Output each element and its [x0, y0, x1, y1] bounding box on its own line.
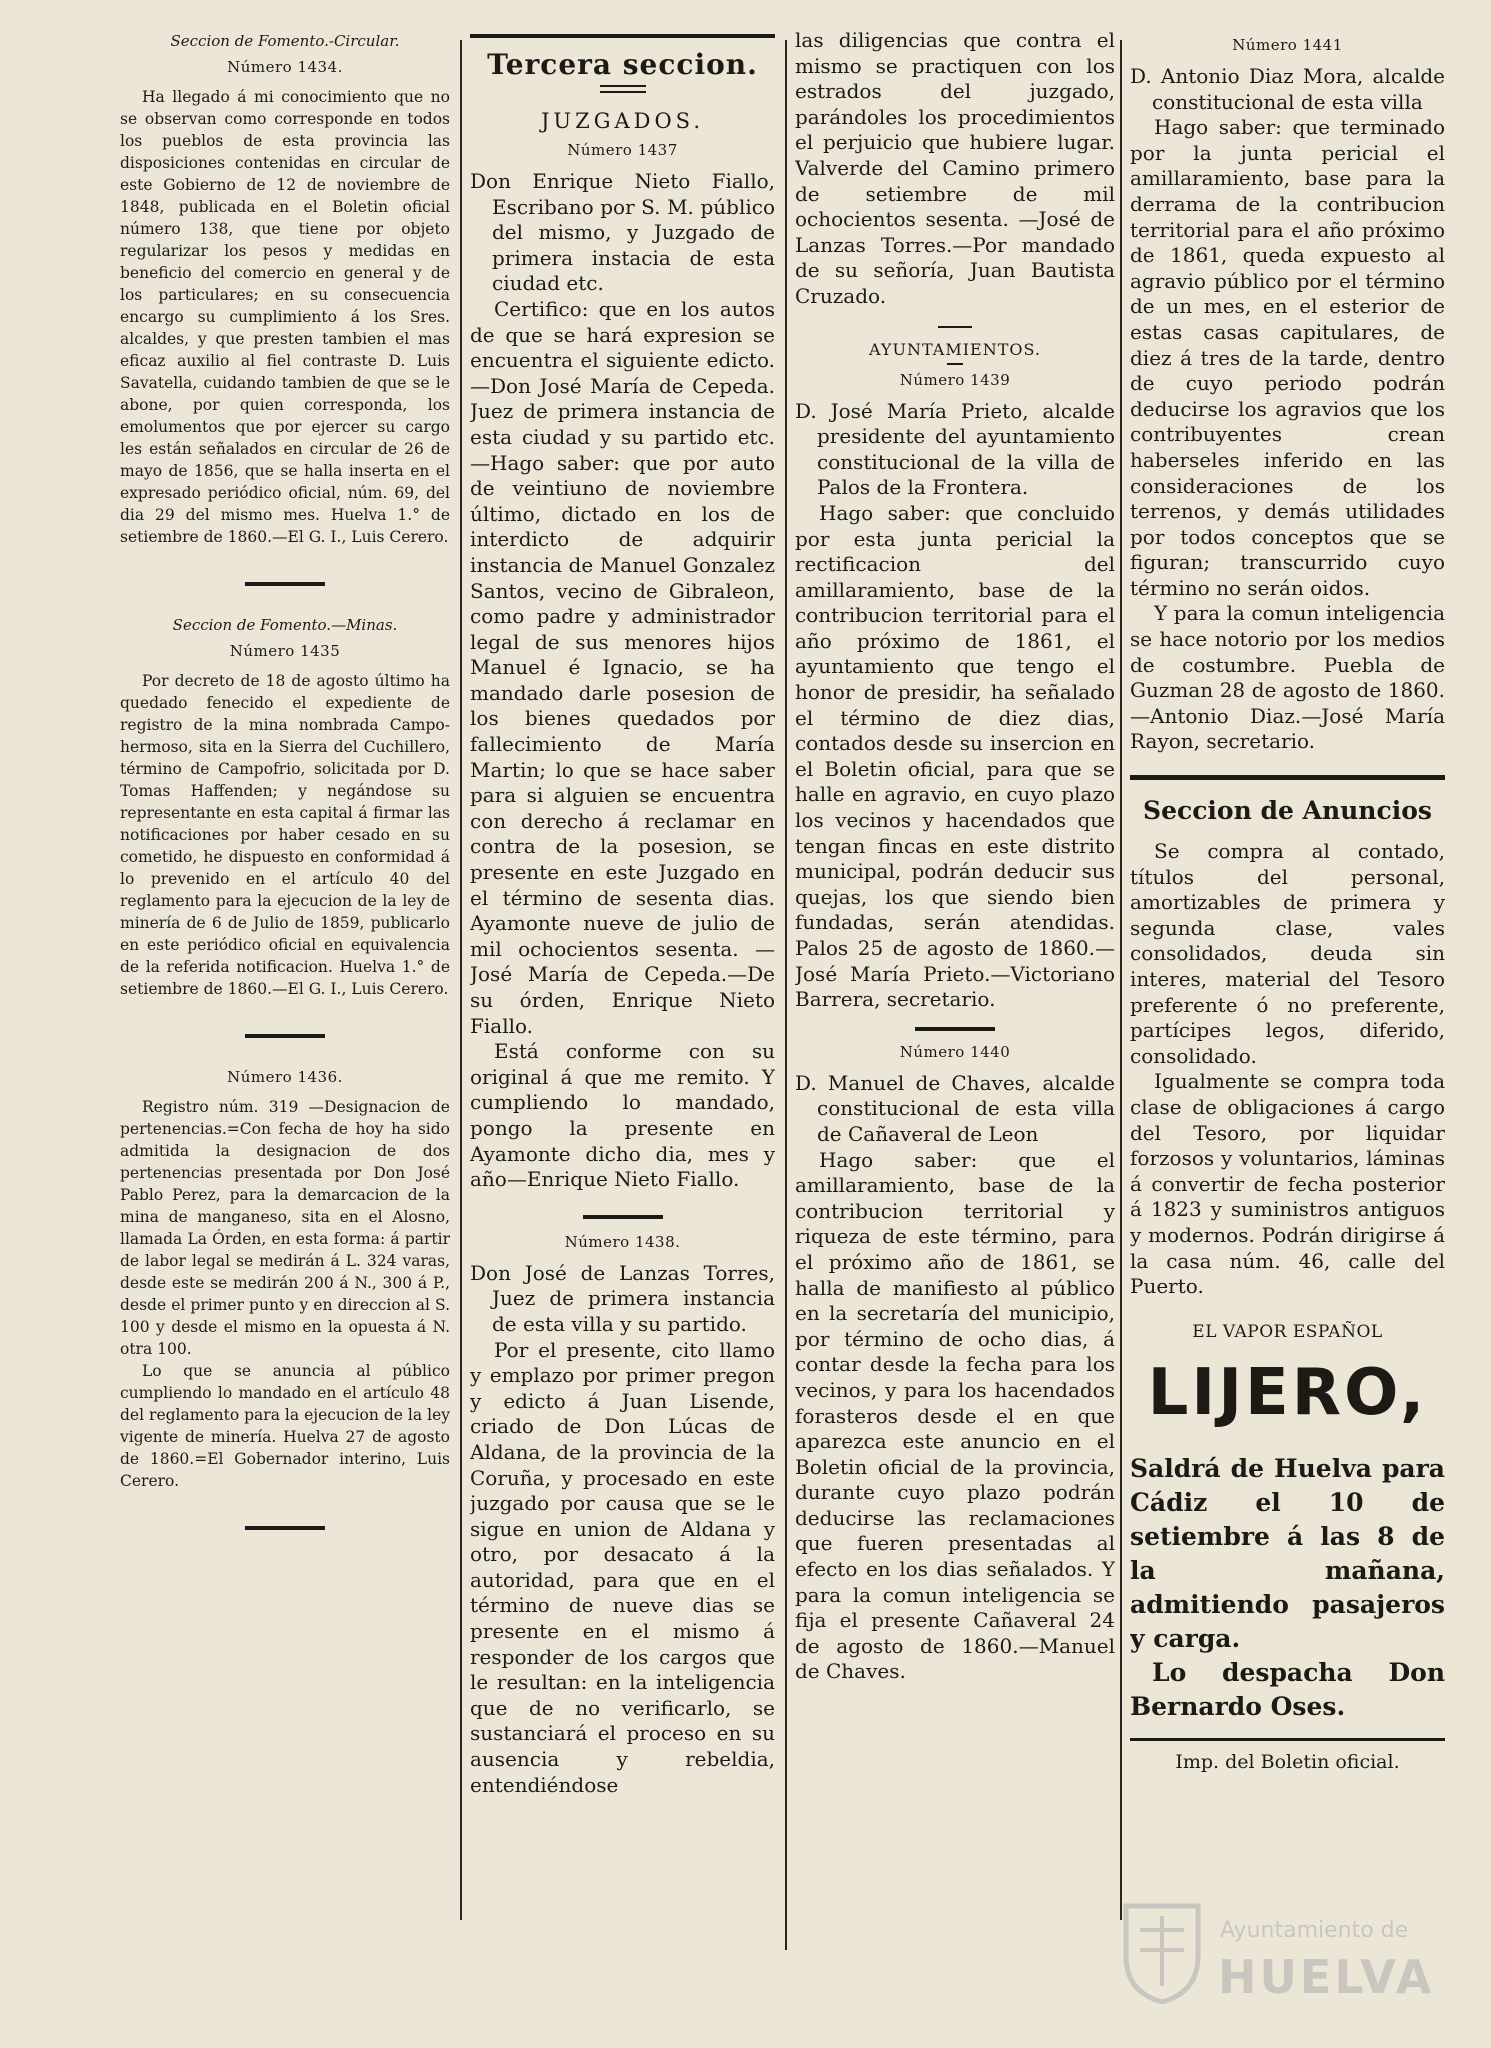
- notice-text: Por decreto de 18 de agosto último ha quedado fenecido el expediente de registro de la mina nombrada Campo-hermoso, sita en la Sierra del Cuchillero, término de Campofrio, solicitada por D. Tomas Haffenden; y negándose su representante en esta capital á firmar las notificaciones por haber cesado en su cometido, he dispuesto en conformidad á lo prevenido en el artículo 40 del reglamento para la ejecucion de la ley de minería de 6 de Julio de 1859, publicarlo en este periódico oficial en equivalencia de la referida notificacion. Huelva 1.° de setiembre de 1860.—El G. I., Luis Cerero.: [120, 672, 450, 998]
- double-rule: [600, 85, 646, 93]
- imprint: Imp. del Boletin oficial.: [1175, 1750, 1400, 1773]
- watermark-text: HUELVA: [1218, 1950, 1435, 2004]
- notice-heading: D. Antonio Diaz Mora, alcalde constitucional de esta villa: [1130, 64, 1445, 114]
- notice-text: Registro núm. 319 —Designacion de pertenencias.=Con fecha de hoy ha sido admitida la designacion de dos pertenencias presentada por Don José Pablo Perez, para la demarcacion de la mina de manganeso, sita en el Alosno, llamada La Órden, en esta forma: á partir de labor legal se medirán á L. 324 varas, desde este se medirán 200 á N., 300 á P., desde el primer punto y en direccion al S. 100 y desde el mismo en la opuesta á N. otra 100.: [120, 1098, 450, 1358]
- divider: [245, 1526, 325, 1530]
- column-1: [120, 28, 450, 2008]
- notice-number: Número 1434.: [227, 58, 343, 76]
- divider: [470, 34, 775, 38]
- section-heading: Seccion de Fomento.—Minas.: [172, 616, 398, 634]
- section-title: Seccion de Anuncios: [1143, 796, 1432, 826]
- ad-text: Se compra al contado, títulos del personal, amortizables de primera y segunda clase, vales consolidados, deuda sin interes, material del Tesoro preferente ó no preferente, partícipes legos, diferido, consolidado.: [1130, 839, 1445, 1068]
- divider: [245, 582, 325, 586]
- notice-text: Está conforme con su original á que me remito. Y cumpliendo lo mandado, pongo la presente en Ayamonte dicho dia, mes y año—Enrique Nieto Fiallo.: [470, 1039, 775, 1192]
- column-divider: [785, 40, 787, 1950]
- column-2: [470, 28, 775, 2008]
- divider: [915, 1027, 995, 1031]
- notice-heading: Don Enrique Nieto Fiallo, Escribano por S. M. público del mismo, y Juzgado de primera instacia de esta ciudad etc.: [470, 169, 775, 296]
- divider: [1130, 1738, 1445, 1741]
- notice-number: Número 1437: [567, 141, 678, 159]
- notice-text: Hago saber: que concluido por esta junta pericial la rectificacion del amillaramiento, base de la contribucion territorial para el año próximo de 1861, el ayuntamiento que tengo el honor de presidir, ha señalado el término de diez dias, contados desde su insercion en el Boletin oficial, para que se halle en agravio, en cuyo plazo los vecinos y hacendados que tengan fincas en este distrito municipal, podrán deducir sus quejas, los que siendo bien fundadas, serán atendidas. Palos 25 de agosto de 1860.—José María Prieto.—Victoriano Barrera, secretario.: [795, 500, 1115, 1012]
- section-heading: Seccion de Fomento.-Circular.: [170, 32, 400, 50]
- watermark-text: Ayuntamiento de: [1220, 1918, 1409, 1943]
- notice-number: Número 1438.: [564, 1232, 681, 1251]
- divider: [947, 363, 963, 365]
- notice-text: Y para la comun inteligencia se hace notorio por los medios de costumbre. Puebla de Guzman 28 de agosto de 1860. —Antonio Diaz.—José María Rayon, secretario.: [1130, 601, 1445, 754]
- ship-name: LIJERO,: [1147, 1355, 1428, 1430]
- notice-text: Hago saber: que el amillaramiento, base de la contribucion territorial y riqueza de este término, para el próximo año de 1861, se halla de manifiesto al público en la secretaría del municipio, por término de ocho dias, á contar desde la fecha para los vecinos, y para los hacendados forasteros desde el en que aparezca este anuncio en el Boletin oficial de la provincia, durante cuyo plazo podrán deducirse las reclamaciones que fueren presentadas al efecto en los dias señalados. Y para la comun inteligencia se fija el presente Cañaveral 24 de agosto de 1860.—Manuel de Chaves.: [795, 1147, 1115, 1684]
- coat-of-arms-icon: [1120, 1900, 1204, 2004]
- notice-text: Lo que se anuncia al público cumpliendo lo mandado en el artículo 48 del reglamento para la ejecucion de la ley vigente de minería. Huelva 27 de agosto de 1860.=El Gobernador interino, Luis Cerero.: [120, 1362, 450, 1490]
- notice-heading: Don José de Lanzas Torres, Juez de primera instancia de esta villa y su partido.: [470, 1260, 775, 1336]
- divider: [938, 326, 972, 328]
- notice-number: Número 1436.: [227, 1068, 343, 1086]
- section-heading: JUZGADOS.: [540, 109, 704, 133]
- ad-text: Lo despacha Don Bernardo Oses.: [1130, 1657, 1445, 1721]
- column-divider: [460, 40, 462, 1920]
- ad-text: Igualmente se compra toda clase de obligaciones á cargo del Tesoro, por liquidar forzosos y voluntarios, láminas á convertir de fecha posterior á 1823 y suministros antiguos y modernos. Podrán dirigirse á la casa núm. 46, calle del Puerto.: [1130, 1069, 1445, 1299]
- notice-number: Número 1441: [1232, 36, 1343, 54]
- watermark: [1120, 1900, 1460, 2010]
- divider: [245, 1034, 325, 1038]
- column-3: [795, 28, 1115, 2008]
- divider: [583, 1215, 663, 1219]
- notice-number: Número 1439: [899, 370, 1011, 389]
- notice-text: Hago saber: que terminado por la junta pericial el amillaramiento, base para la derrama de la contribucion territorial para el año próximo de 1861, queda expuesto al agravio público por el término de un mes, en el esterior de estas casas capitulares, de diez á tres de la tarde, dentro de cuyo periodo podrán deducirse los agravios que los contribuyentes crean haberseles inferido en las consideraciones de los terrenos, y demás utilidades por todos conceptos que se figuran; transcurrido cuyo término no serán oidos.: [1130, 115, 1445, 600]
- notice-text: Por el presente, cito llamo y emplazo por primer pregon y edicto á Juan Lisende, criado de Don Lúcas de Aldana, de la provincia de la Coruña, y procesado en este juzgado por causa que se le sigue en union de Aldana y otro, por desacato á la autoridad, para que en el término de nueve dias se presente en el mismo á responder de los cargos que le resultan: en la inteligencia que de no verificarlo, se sustanciará el proceso en su ausencia y rebeldia, entendiéndose: [470, 1337, 775, 1797]
- divider: [1130, 775, 1445, 780]
- section-title: Tercera seccion.: [487, 48, 758, 81]
- section-heading: AYUNTAMIENTOS.: [869, 339, 1041, 359]
- notice-heading: D. José María Prieto, alcalde presidente del ayuntamiento constitucional de la villa de Palos de la Frontera.: [795, 398, 1115, 500]
- ad-text: Saldrá de Huelva para Cádiz el 10 de setiembre á las 8 de la mañana, admitiendo pasajeros y carga.: [1130, 1453, 1445, 1653]
- notice-text: las diligencias que contra el mismo se practiquen con los estrados del juzgado, parándoles los procedimientos el perjuicio que hubiere lugar. Valverde del Camino primero de setiembre de mil ochocientos sesenta. —José de Lanzas Torres.—Por mandado de su señoría, Juan Bautista Cruzado.: [795, 28, 1115, 308]
- notice-number: Número 1440: [899, 1042, 1011, 1061]
- column-4: [1130, 28, 1445, 2008]
- notice-number: Número 1435: [229, 642, 341, 660]
- column-divider: [1120, 40, 1122, 1920]
- notice-text: Certifico: que en los autos de que se hará expresion se encuentra el siguiente edicto. —Don José María de Cepeda. Juez de primera instancia de esta ciudad y su partido etc.—Hago saber: que por auto de veintiuno de noviembre último, dictado en los de interdicto de adquirir instancia de Manuel Gonzalez Santos, vecino de Gibraleon, como padre y administrador legal de sus menores hijos Manuel é Ignacio, se ha mandado darle posesion de los bienes quedados por fallecimiento de María Martin; lo que se hace saber para si alguien se encuentra con derecho á reclamar en contra de la posesion, se presente en este Juzgado en el término de sesenta dias. Ayamonte nueve de julio de mil ochocientos sesenta. —José María de Cepeda.—De su órden, Enrique Nieto Fiallo.: [470, 296, 775, 1038]
- ad-heading: EL VAPOR ESPAÑOL: [1192, 1321, 1383, 1342]
- notice-heading: D. Manuel de Chaves, alcalde constitucional de esta villa de Cañaveral de Leon: [795, 1070, 1115, 1146]
- notice-text: Ha llegado á mi conocimiento que no se observan como corresponde en todos los pueblos de esta provincia las disposiciones contenidas en circular de este Gobierno de 12 de noviembre de 1848, publicada en el Boletin oficial número 138, que tiene por objeto regularizar los pesos y medidas en beneficio del comercio en general y de los particulares; en su consecuencia encargo su cumplimiento á los Sres. alcaldes, y que presten tambien el mas eficaz auxilio al fiel contraste D. Luis Savatella, cuidando tambien de que se le abone, por quien corresponda, los emolumentos que por ejercer su cargo les están señalados en circular de 26 de mayo de 1856, que se halla inserta en el expresado periódico oficial, núm. 69, del dia 29 del mismo mes. Huelva 1.° de setiembre de 1860.—El G. I., Luis Cerero.: [120, 88, 450, 546]
